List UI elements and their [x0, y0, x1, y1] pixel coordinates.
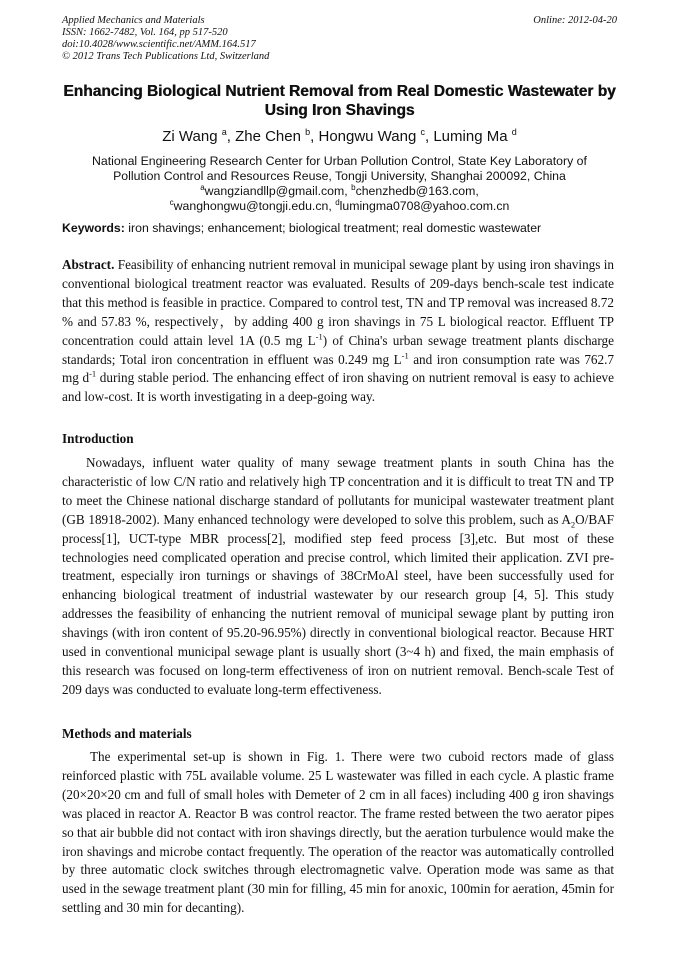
email-mark: a: [200, 182, 205, 192]
author-name: Zi Wang: [162, 128, 218, 145]
chemical-subscript: 2: [570, 519, 576, 530]
intro-text: O/BAF process[1], UCT-type MBR process[2], modified step feed process [3],etc. But most of these technologies need complicated operation and precise control, which limited their application. ZVI pre-treatment, especially iron turnings or shavings of 38CrMoAl steel, have been successfully used for enhancing biological treatment of industrial wastewater by our research group [4, 5]. This study addresses the feasibility of enhancing the nutrient removal of municipal sewage plant by putting iron shavings (with iron content of 95.20-96.95%) directly in conventional biological reactor. Because HRT used in conventional municipal sewage plant is usually short (3~4 h) and fixed, the main emphasis of this research was focused on long-term effectiveness of iron on nutrient removal. Bench-scale Test of 209 days was conducted to evaluate long-term effectiveness.: [62, 511, 614, 697]
title-line-1: Enhancing Biological Nutrient Removal from Real Domestic Wastewater by: [63, 83, 616, 100]
email-line-2: $^c$wanghongwu@tongji.edu.cn, $^d$lumingma0708@yahoo.com.cn: [169, 197, 510, 213]
journal-header: [62, 15, 617, 63]
keywords-text: iron shavings; enhancement; biological treatment; real domestic wastewater: [128, 221, 542, 235]
author-name: Zhe Chen: [235, 128, 301, 145]
author-mark: a: [221, 127, 227, 137]
methods-paragraph: The experimental set-up is shown in Fig. 1. There were two cuboid rectors made of glass reinforced plastic with 75L available volume. 25 L wastewater was filled in each cycle. A plastic frame (20×20×20 cm and full of small holes with Demeter of 2 cm in all faces) including 400 g iron shavings was placed in reactor A. Reactor B was control reactor. The frame rested between the two aerator pipes so that air bubble did not contact with iron shavings directly, but the aeration turbulence would make the iron shavings and microbe contact frequently. The operation of the reactor was automatically controlled by three automatic clock switches through electromagnetic valve. Operation mode was same as that used in the sewage treatment plant (30 min for filling, 45 min for anoxic, 100min for aeration, 45min for settling and 30 min for decanting).: [62, 749, 614, 916]
issn-line: ISSN: 1662-7482, Vol. 164, pp 517-520: [62, 27, 228, 38]
author-list: Zi Wang $^a$, Zhe Chen $^b$, Hongwu Wang $^c$, Luming Ma $^d$: [162, 127, 517, 145]
abstract-paragraph: [62, 256, 614, 407]
abstract-label: Abstract.: [62, 257, 115, 272]
keywords: [62, 221, 617, 236]
section-heading-methods: Methods and materials: [62, 726, 192, 741]
email-mark: c: [169, 197, 174, 207]
unit-superscript: -1: [89, 369, 97, 380]
doi-line: doi:10.4028/www.scientific.net/AMM.164.517: [62, 39, 256, 50]
introduction-paragraph: [62, 454, 614, 700]
author-mark: d: [511, 127, 517, 137]
section-heading-introduction: Introduction: [62, 431, 134, 446]
abstract-text: during stable period. The enhancing effect of iron shaving on nutrient removal is easy to achieve and low-cost. It is worth investigating in a deep-going way.: [62, 370, 614, 405]
email-link[interactable]: wanghongwu@tongji.edu.cn: [173, 199, 329, 213]
email-link[interactable]: chenzhedb@163.com: [355, 184, 476, 198]
copyright-line: © 2012 Trans Tech Publications Ltd, Switzerland: [62, 51, 270, 62]
email-mark: b: [351, 182, 356, 192]
title-line-2: Using Iron Shavings: [264, 102, 415, 119]
abstract-text: ) of China's urban sewage treatment plants discharge standards; Total iron concentration in effluent was 0.249 mg L: [62, 332, 614, 367]
email-link[interactable]: wangziandllp@gmail.com: [204, 184, 345, 198]
email-link[interactable]: lumingma0708@yahoo.com.cn: [339, 199, 510, 213]
online-date: Online: 2012-04-20: [533, 15, 617, 26]
author-mark: b: [305, 127, 311, 137]
paper-title: [62, 82, 617, 120]
email-line-1: $^a$wangziandllp@gmail.com, $^b$chenzhedb@163.com,: [200, 182, 479, 198]
abstract-text: Feasibility of enhancing nutrient removal in municipal sewage plant by using iron shavings in conventional biological treatment reactor was evaluated. Results of 209-days bench-scale test indicate that this method is feasible in practice. Compared to control test, TN and TP removal was increased 8.72 % and 57.83 %, respectively，by adding 400 g iron shavings in 75 L biological reactor. Effluent TP concentration could attain level 1A (0.5 mg L: [62, 257, 614, 348]
keywords-label: Keywords:: [62, 221, 125, 235]
unit-superscript: -1: [401, 350, 409, 361]
author-name: Hongwu Wang: [318, 128, 417, 145]
abstract-text: and iron consumption rate was 762.7 mg d: [62, 351, 614, 386]
author-name: Luming Ma: [433, 128, 508, 145]
journal-name: Applied Mechanics and Materials: [62, 15, 205, 26]
unit-superscript: -1: [315, 331, 323, 342]
affiliation: [62, 154, 617, 214]
intro-text: Nowadays, influent water quality of many sewage treatment plants in south China has the characteristic of low C/N ratio and relatively high TP concentration and it is difficult to treat TN and TP to meet the Chinese national discharge standard of pollutants for municipal wastewater treatment plant (GB 18918-2002). Many enhanced technology were developed to solve this problem, such as A: [62, 455, 614, 527]
email-mark: d: [335, 197, 340, 207]
author-mark: c: [420, 127, 425, 137]
affiliation-line-1: National Engineering Research Center for Urban Pollution Control, State Key Laboratory of: [92, 154, 587, 168]
affiliation-line-2: Pollution Control and Resources Reuse, Tongji University, Shanghai 200092, China: [113, 169, 566, 183]
